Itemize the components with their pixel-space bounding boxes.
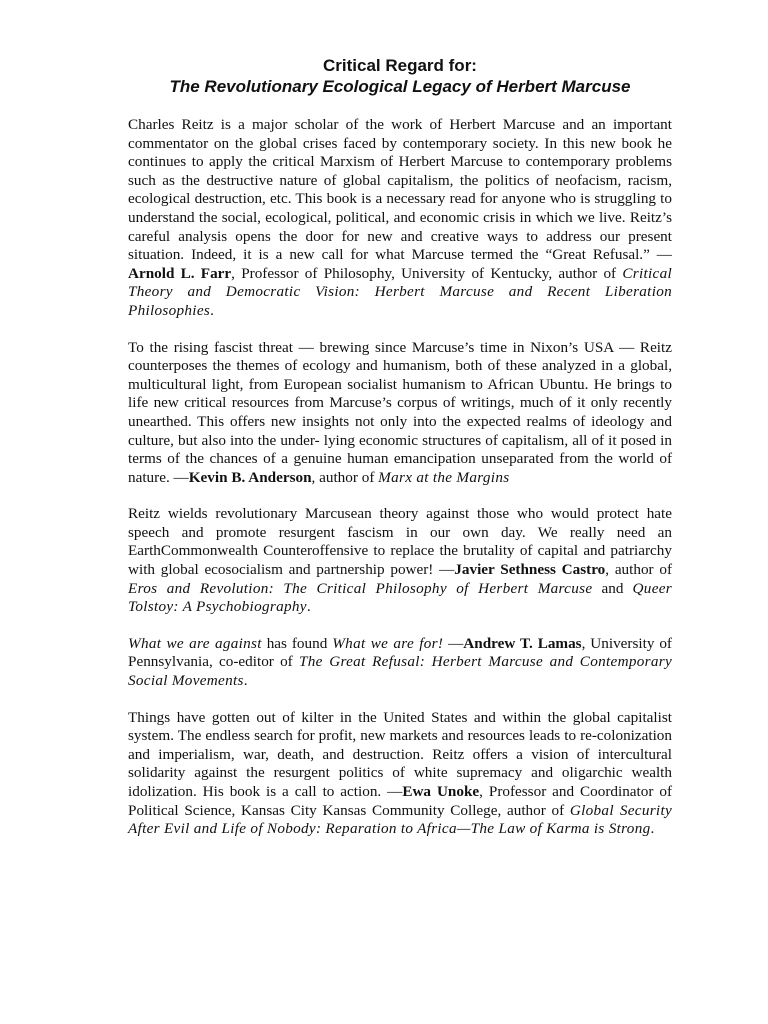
blurb-dash: — — [443, 634, 464, 652]
blurb-attribution: , Professor and Coordinator of Political Science, Kansas City Kansas Community College, author of — [128, 783, 672, 819]
blurb-attribution: , author of — [605, 561, 673, 579]
blurb-work: Global Security After Evil and Life of Nobody: Reparation to Africa—The Law of Karma is Strong — [128, 801, 673, 838]
blurb-end: . — [243, 672, 248, 690]
blurb-work: The Great Refusal: Herbert Marcuse and Contemporary Social Movements — [128, 653, 672, 690]
blurb-author: Andrew T. Lamas — [463, 634, 582, 652]
blurb-lamas — [128, 635, 672, 691]
blurb-unoke — [128, 709, 672, 839]
blurb-farr — [128, 116, 672, 321]
blurb-end: . — [210, 301, 214, 319]
blurb-text: To the rising fascist threat — brewing since Marcuse’s time in Nixon’s USA — Reitz counterposes the themes of ecology and humanism, both of these analyzed in a global, multicultural light, from European socialist humanism to African Ubuntu. He brings to life new critical resources from Marcuse’s corpus of writings, much of it only recently unearthed. This offers new insights not only into the expected realms of ideology and culture, but also into the under- lying economic structures of capitalism, all of it posed in terms of the chances of a genuine human emancipation unseparated from the world of nature. — — [128, 338, 672, 486]
blurb-attribution: , University of Pennsylvania, co-editor of — [128, 634, 672, 671]
blurb-author: Ewa Unoke — [402, 783, 480, 800]
document-page — [128, 56, 672, 857]
blurb-anderson — [128, 339, 672, 488]
blurb-work-2: Queer Tolstoy: A Psychobiography — [128, 579, 672, 616]
blurb-author: Javier Sethness Castro — [454, 561, 606, 579]
blurb-lead-italic: What we are against — [128, 634, 262, 652]
blurb-attribution: , Professor of Philosophy, University of Kentucky, author of — [231, 264, 623, 282]
heading-line-1: Critical Regard for: — [323, 56, 477, 75]
blurb-text: Charles Reitz is a major scholar of the work of Herbert Marcuse and an important commentator on the global crises faced by contemporary society. In this new book he continues to apply the critical Marxism of Herbert Marcuse to contemporary problems such as the destructive nature of global capitalism, the politics of neofacism, racism, ecological destruction, etc. This book is a necessary read for anyone who is struggling to understand the social, ecological, political, and economic crisis in which we live. Reitz’s careful analysis opens the door for new and creative ways to address our present situation. Indeed, it is a new call for what Marcuse termed the “Great Refusal.” — — [128, 116, 672, 264]
blurb-text: Reitz wields revolutionary Marcusean theory against those who would protect hate speech and promote resurgent fascism in our own day. We really need an EarthCommonwealth Counteroffensive to replace the brutality of capital and patriarchy with global ecosocialism and partnership power! — — [128, 505, 672, 579]
blurb-work: Critical Theory and Democratic Vision: Herbert Marcuse and Recent Liberation Philosophies — [128, 264, 672, 319]
blurb-lead-italic-2: What we are for! — [332, 634, 444, 652]
blurb-lead-middle: has found — [261, 634, 333, 652]
blurb-author: Arnold L. Farr — [128, 264, 232, 282]
heading-line-2: The Revolutionary Ecological Legacy of Herbert Marcuse — [169, 77, 631, 96]
blurb-castro — [128, 505, 672, 617]
blurb-end: . — [650, 820, 655, 838]
blurb-work: Eros and Revolution: The Critical Philosophy of Herbert Marcuse — [128, 579, 593, 597]
blurb-author: Kevin B. Anderson — [188, 468, 312, 486]
blurb-work: Marx at the Margins — [378, 468, 510, 486]
blurb-end: . — [306, 598, 311, 616]
blurb-attribution: , author of — [311, 468, 379, 486]
blurb-conjunction: and — [592, 579, 633, 597]
blurb-text: Things have gotten out of kilter in the United States and within the global capitalist system. The endless search for profit, new markets and resources leads to re-colonization and imperialism, war, death, and destruction. Reitz offers a vision of intercultural solidarity against the resurgent politics of white supremacy and oligarchic wealth idolization. His book is a call to action. — — [128, 708, 672, 800]
